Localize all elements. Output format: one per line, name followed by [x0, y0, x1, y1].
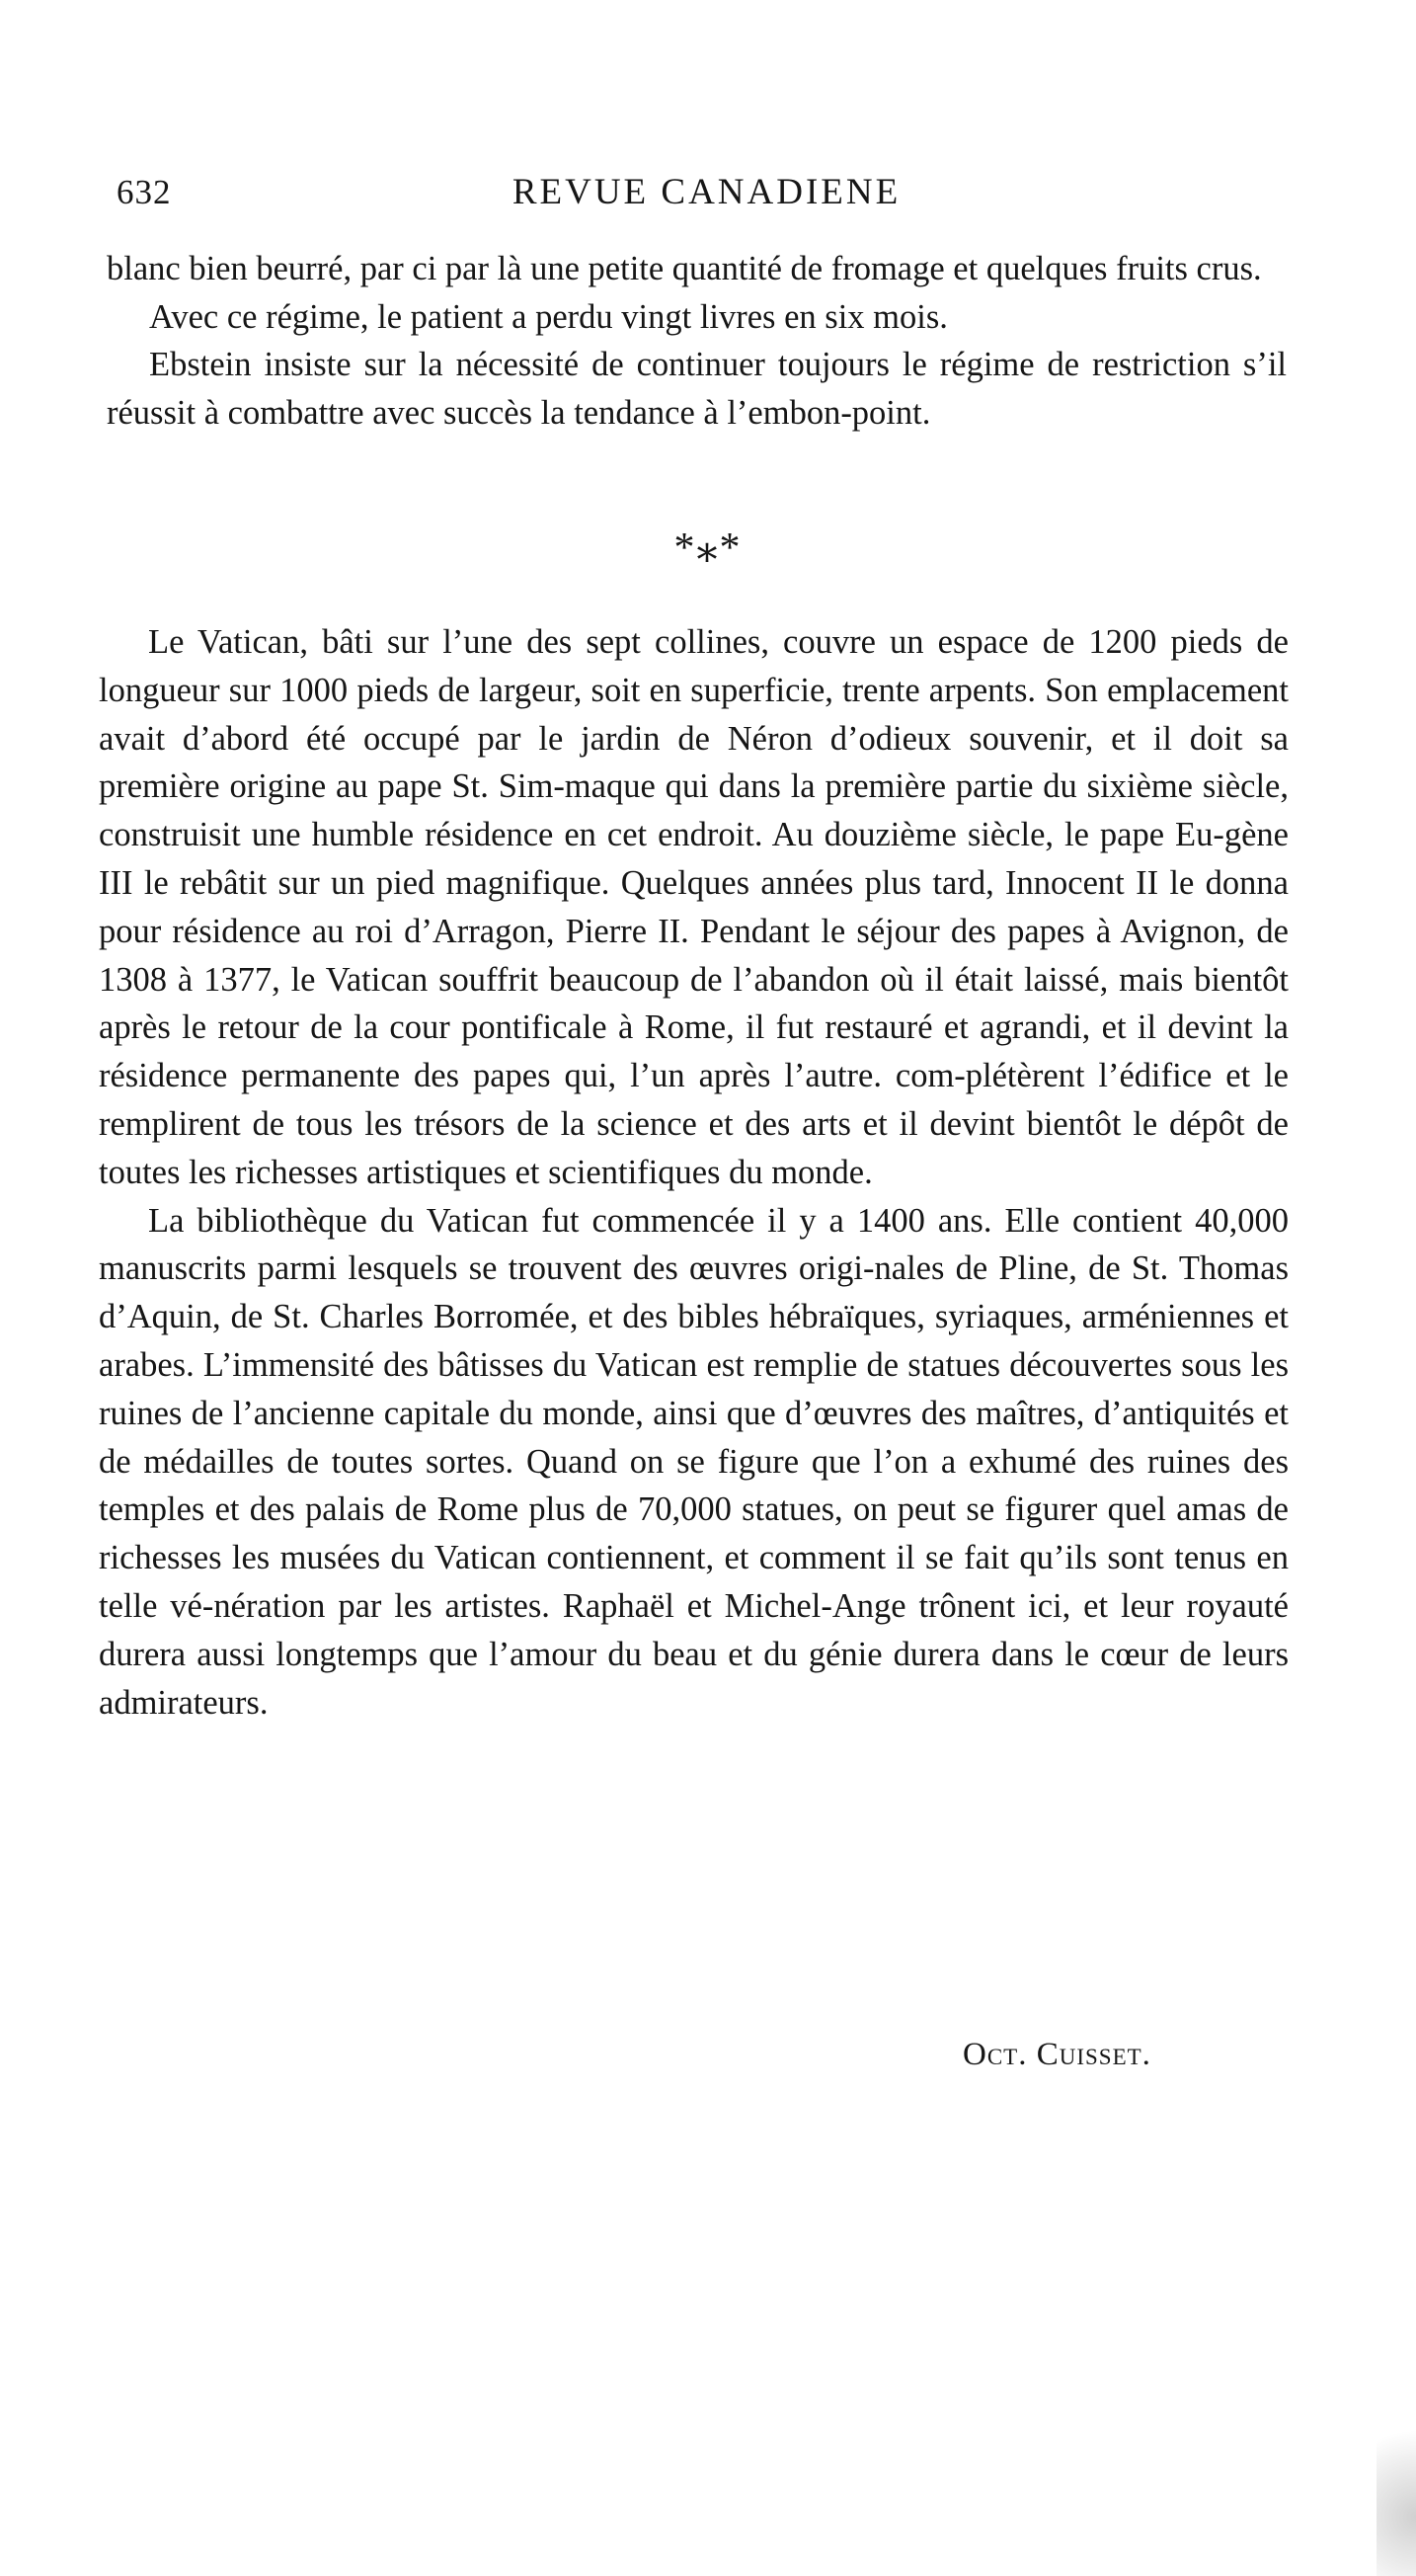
vatican-section — [99, 618, 1289, 1727]
paragraph-continuation: blanc bien beurré, par ci par là une petite quantité de fromage et quelques fruits crus. — [107, 250, 1262, 287]
opening-text — [107, 245, 1287, 437]
paragraph-bibliotheque: La bibliothèque du Vatican fut commencée il y a 1400 ans. Elle contient 40,000 manuscrits parmi lesquels se trouvent des œuvres origi-nales de Pline, de St. Thomas d’Aquin, de St. Charles Borromée, et des bibles hébraïques, syriaques, arméniennes et arabes. L’immensité des bâtisses du Vatican est remplie de statues découvertes sous les ruines de l’ancienne capitale du monde, ainsi que d’œuvres des maîtres, d’antiquités et de médailles de toutes sortes. Quand on se figure que l’on a exhumé des ruines des temples et des palais de Rome plus de 70,000 statues, on peut se figurer quel amas de richesses les musées du Vatican contiennent, et comment il se fait qu’ils sont tenus en telle vé-nération par les artistes. Raphaël et Michel-Ange trônent ici, et leur royauté durera aussi longtemps que l’amour du beau et du génie durera dans le cœur de leurs admirateurs. — [99, 1201, 1289, 1722]
section-break-asterism: *⁎* — [673, 525, 743, 571]
paragraph-regime: Avec ce régime, le patient a perdu vingt livres en six mois. — [149, 297, 948, 336]
running-head — [117, 163, 1297, 222]
paragraph-ebstein: Ebstein insiste sur la nécessité de continuer toujours le régime de restriction s’il réussit à combattre avec succès la tendance à l’embon-point. — [107, 346, 1287, 432]
paragraph-vatican: Le Vatican, bâti sur l’une des sept collines, couvre un espace de 1200 pieds de longueur sur 1000 pieds de largeur, soit en superficie, trente arpents. Son emplacement avait d’abord été occupé par le jardin de Néron d’odieux souvenir, et il doit sa première origine au pape St. Sim-maque qui dans la première partie du sixième siècle, construisit une humble résidence en cet endroit. Au douzième siècle, le pape Eu-gène III le rebâtit sur un pied magnifique. Quelques années plus tard, Innocent II le donna pour résidence au roi d’Arragon, Pierre II. Pendant le séjour des papes à Avignon, de 1308 à 1377, le Vatican souffrit beaucoup de l’abandon où il était laissé, mais bientôt après le retour de la cour pontificale à Rome, il fut restauré et agrandi, et il devint la résidence permanente des papes qui, l’un après l’autre. com-plétèrent l’édifice et le remplirent de tous les trésors de la science et des arts et il devint bientôt le dépôt de toutes les richesses artistiques et scientifiques du monde. — [99, 623, 1289, 1191]
page-edge-smudge — [1377, 2378, 1416, 2576]
page-number: 632 — [117, 173, 172, 211]
author-signature: Oct. Cuisset. — [963, 2037, 1151, 2072]
journal-title: REVUE CANADIENE — [511, 172, 902, 212]
